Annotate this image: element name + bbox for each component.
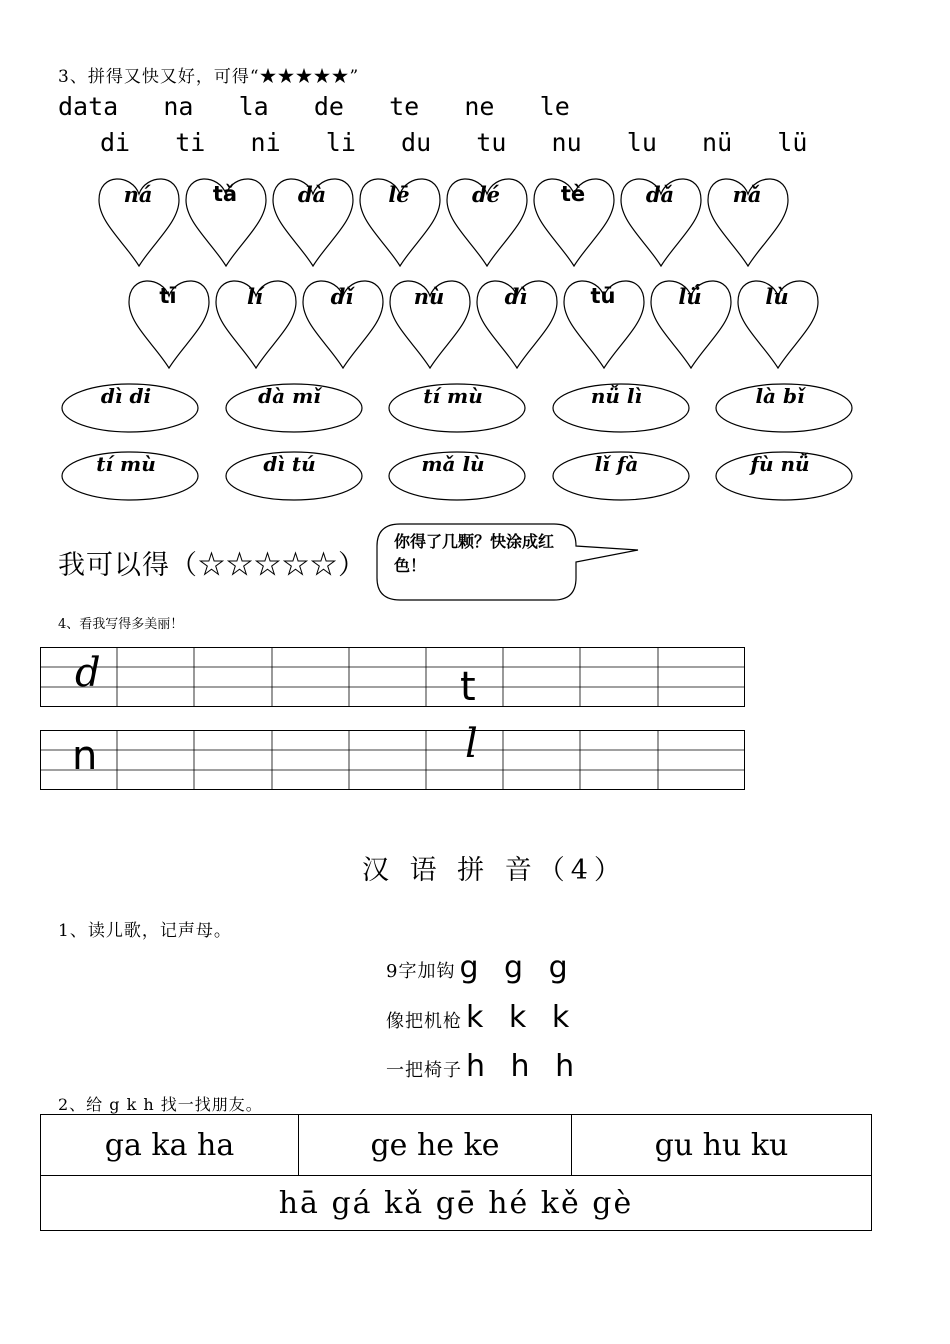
heart-card <box>270 172 354 268</box>
friends-table <box>40 1114 872 1231</box>
heart-card <box>648 274 732 370</box>
rhyme-letters: k k k <box>466 1000 578 1035</box>
heart-card <box>357 172 441 268</box>
heart-syllable: ná <box>123 182 153 207</box>
oval-word: dà mǐ <box>258 384 321 408</box>
oval-card <box>388 450 528 502</box>
heart-card <box>735 274 819 370</box>
heart-card <box>300 274 384 370</box>
heart-card <box>531 172 615 268</box>
heart-syllable: dǎ <box>645 182 675 207</box>
heart-syllable: dà <box>297 182 327 207</box>
heart-syllable: nù <box>413 284 445 309</box>
rhyme-letters: h h h <box>466 1049 583 1084</box>
q1-title: 1、读儿歌，记声母。 <box>58 921 232 941</box>
oval-word: fù nǚ <box>750 452 810 476</box>
heart-card <box>183 172 267 268</box>
table-row <box>41 1115 872 1176</box>
heart-card <box>213 274 297 370</box>
oval-card <box>552 450 692 502</box>
heart-syllable: tè <box>560 182 586 206</box>
heart-syllable: lǘ <box>678 284 702 309</box>
syllable-row-1: data na la de te ne le <box>58 92 570 121</box>
oval-card <box>61 450 201 502</box>
oval-word: nǚ lì <box>590 384 643 408</box>
table-cell: hā gá kǎ gē hé kě gè <box>41 1176 872 1231</box>
grid-letter-n: n <box>72 733 98 779</box>
heart-card <box>96 172 180 268</box>
oval-card <box>715 382 855 434</box>
writing-grid-1 <box>40 647 745 710</box>
section4-title: 4、看我写得多美丽！ <box>58 617 184 632</box>
oval-card <box>61 382 201 434</box>
heart-card <box>474 274 558 370</box>
writing-grid-2 <box>40 721 745 790</box>
rhyme-line-1 <box>386 950 576 985</box>
heart-syllable: tī <box>159 284 177 308</box>
grid-letter-d: d <box>75 650 101 696</box>
oval-word: dì tú <box>263 452 316 476</box>
oval-card <box>715 450 855 502</box>
heart-syllable: lù <box>765 284 789 309</box>
grid-letter-l: l <box>465 721 478 767</box>
table-cell: ge he ke <box>299 1115 572 1176</box>
lesson-title: 汉 语 拼 音（4） <box>362 855 627 886</box>
heart-card <box>126 274 210 370</box>
heart-syllable: tū <box>590 284 616 308</box>
rhyme-letters: g g g <box>459 950 576 985</box>
heart-card <box>618 172 702 268</box>
oval-word: tí mù <box>423 384 483 408</box>
q2-title: 2、给 g k h 找一找朋友。 <box>58 1095 263 1114</box>
rhyme-line-2 <box>386 1000 577 1035</box>
oval-card <box>225 450 365 502</box>
score-stars: 我可以得（☆☆☆☆☆） <box>58 550 366 581</box>
table-row <box>41 1176 872 1231</box>
oval-word: tí mù <box>96 452 156 476</box>
section3-title: 3、拼得又快又好，可得“★★★★★” <box>58 67 360 87</box>
table-cell: ga ka ha <box>41 1115 299 1176</box>
heart-syllable: nǎ <box>732 182 762 207</box>
heart-card <box>387 274 471 370</box>
heart-syllable: dì <box>504 284 528 309</box>
rhyme-text: 像把机枪 <box>386 1011 462 1032</box>
oval-word: mǎ lù <box>421 452 485 476</box>
heart-card <box>444 172 528 268</box>
rhyme-text: 9字加钩 <box>386 961 456 982</box>
heart-syllable: dǐ <box>330 284 354 309</box>
heart-syllable: tǎ <box>212 182 238 206</box>
syllable-row-2: di ti ni li du tu nu lu nü lü <box>100 128 808 157</box>
oval-card <box>225 382 365 434</box>
oval-card <box>552 382 692 434</box>
rhyme-line-3 <box>386 1049 582 1084</box>
heart-card <box>561 274 645 370</box>
oval-word: lǐ fà <box>594 452 639 476</box>
heart-syllable: lí <box>247 284 263 309</box>
heart-syllable: lē <box>388 182 410 207</box>
oval-card <box>388 382 528 434</box>
heart-syllable: dé <box>471 182 501 207</box>
bubble-text: 你得了几颗？快涂成红色！ <box>394 532 555 575</box>
heart-card <box>705 172 789 268</box>
grid-letter-t: t <box>460 664 476 710</box>
oval-word: dì di <box>100 384 152 408</box>
oval-word: là bǐ <box>755 384 805 408</box>
rhyme-text: 一把椅子 <box>386 1060 462 1081</box>
table-cell: gu hu ku <box>572 1115 872 1176</box>
